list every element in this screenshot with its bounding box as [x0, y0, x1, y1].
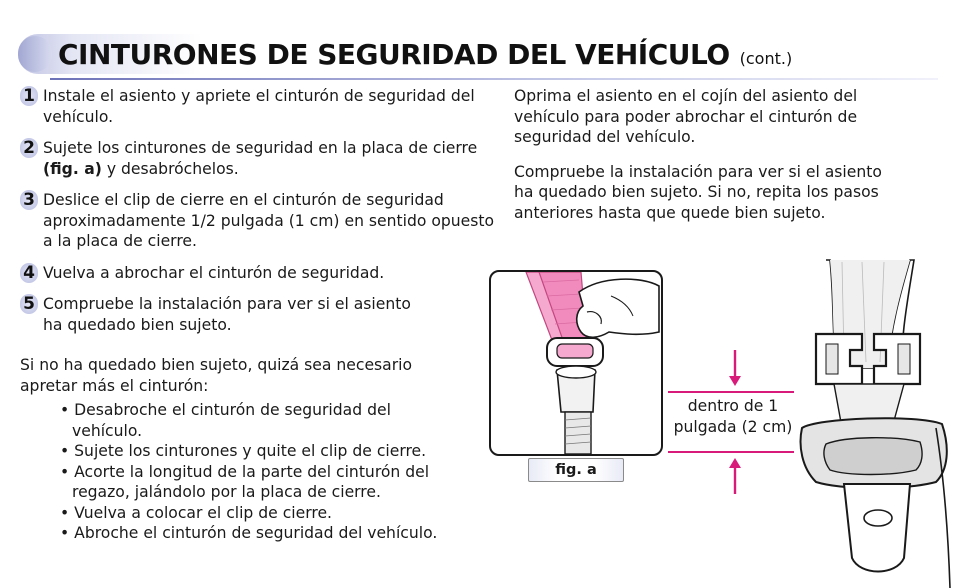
measurement-line2: pulgada (2 cm)	[673, 418, 793, 436]
step-text-end: y desabróchelos.	[101, 159, 239, 178]
belt-clip-illustration	[666, 258, 954, 588]
list-item: • Abroche el cinturón de seguridad del vehículo.	[60, 523, 496, 544]
step-4	[20, 263, 496, 284]
step-number: 1	[20, 86, 38, 106]
step-5	[20, 294, 496, 335]
fig-reference: (fig. a)	[43, 159, 102, 178]
title-cont: (cont.)	[739, 49, 793, 68]
step-number: 3	[20, 190, 38, 210]
left-column	[20, 86, 496, 544]
right-column	[514, 86, 904, 237]
step-text: Sujete los cinturones de seguridad en la placa de cierre	[43, 139, 478, 157]
measurement-line1: dentro de 1	[687, 397, 779, 415]
step-2	[20, 138, 496, 179]
step-number: 2	[20, 138, 38, 158]
figure-a-label: fig. a	[528, 458, 624, 482]
note-intro: Si no ha quedado bien sujeto, quizá sea necesario apretar más el cinturón:	[20, 356, 413, 395]
step-1	[20, 86, 496, 127]
step-text: Deslice el clip de cierre en el cinturón de seguridad aproximadamente 1/2 pulgada (1 cm) en sentido opuesto a la placa de cierre.	[43, 191, 495, 250]
list-item: • Sujete los cinturones y quite el clip de cierre.	[60, 441, 496, 462]
list-item: • Desabroche el cinturón de seguridad del vehículo.	[60, 400, 412, 441]
step-text-line2: ha quedado bien sujeto.	[43, 315, 232, 334]
step-number: 5	[20, 294, 38, 314]
list-item: • Vuelva a colocar el clip de cierre.	[60, 503, 496, 524]
list-item: • Acorte la longitud de la parte del cinturón del regazo, jalándolo por la placa de cierre.	[60, 462, 452, 503]
right-paragraph-2: Compruebe la instalación para ver si el asiento ha quedado bien sujeto. Si no, repita los pasos anteriores hasta que quede bien sujeto.	[514, 162, 882, 222]
figure-a-illustration	[491, 272, 661, 454]
step-3	[20, 190, 496, 252]
note-bullets	[20, 400, 496, 544]
step-text-line1: Compruebe la instalación para ver si el asiento	[43, 295, 411, 313]
step-text: Vuelva a abrochar el cinturón de seguridad.	[43, 263, 385, 282]
figure-a-box	[489, 270, 663, 456]
page-title: CINTURONES DE SEGURIDAD DEL VEHÍCULO (cont.)	[58, 38, 793, 71]
right-paragraph-1: Oprima el asiento en el cojín del asiento del vehículo para poder abrochar el cinturón de seguridad del vehículo.	[514, 87, 858, 146]
header-rule	[50, 78, 938, 80]
section-header	[18, 34, 938, 76]
step-text: Instale el asiento y apriete el cinturón de seguridad del vehículo.	[43, 87, 475, 126]
step-number: 4	[20, 263, 38, 283]
header-pill	[18, 36, 52, 72]
